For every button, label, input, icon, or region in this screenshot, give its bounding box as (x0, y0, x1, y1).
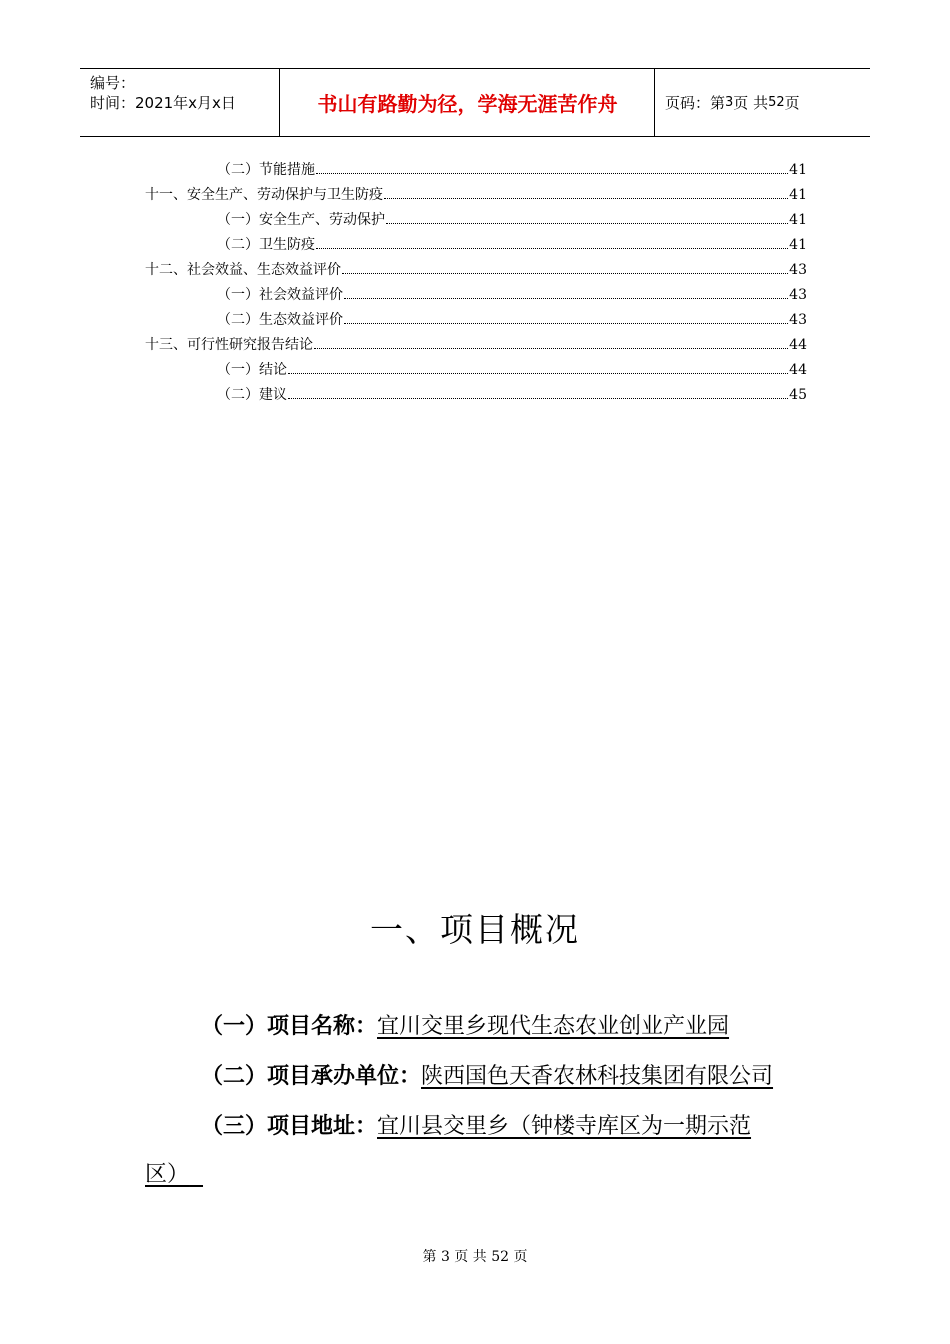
toc-label: （二）生态效益评价 (217, 312, 343, 328)
toc-page: 43 (789, 262, 807, 278)
toc-page: 44 (789, 362, 807, 378)
toc-entry[interactable] (145, 183, 807, 208)
table-of-contents (145, 158, 807, 408)
item-value: 宜川交里乡现代生态农业创业产业园 (377, 1014, 730, 1039)
toc-page: 41 (789, 162, 807, 178)
item-value: 区） (145, 1162, 190, 1187)
section-title: 一、项目概况 (370, 910, 580, 949)
toc-label: （二）节能措施 (217, 162, 315, 178)
page-suffix: 页 (784, 94, 800, 112)
item-key: （二）项目承办单位： (201, 1064, 422, 1089)
toc-entry[interactable] (145, 208, 807, 233)
page-header (80, 68, 870, 137)
item-value-padding (189, 1162, 203, 1187)
header-page-info (655, 69, 870, 136)
page-prefix: 页码：第 (665, 94, 726, 112)
project-undertaker-line (145, 1062, 807, 1092)
toc-entry[interactable] (145, 283, 807, 308)
toc-leader (342, 272, 788, 274)
toc-label: 十三、可行性研究报告结论 (145, 337, 313, 353)
toc-leader (386, 222, 788, 224)
page-mid: 页 共 (733, 94, 769, 112)
toc-entry[interactable] (145, 308, 807, 333)
page-number: 3 (725, 95, 734, 110)
toc-entry[interactable] (145, 358, 807, 383)
toc-page: 41 (789, 212, 807, 228)
item-value: 宜川县交里乡（钟楼寺库区为一期示范 (377, 1114, 752, 1139)
toc-label: 十二、社会效益、生态效益评价 (145, 262, 341, 278)
toc-label: （一）安全生产、劳动保护 (217, 212, 385, 228)
toc-leader (314, 347, 788, 349)
toc-page: 44 (789, 337, 807, 353)
toc-page: 41 (789, 187, 807, 203)
toc-entry[interactable] (145, 333, 807, 358)
toc-label: （一）社会效益评价 (217, 287, 343, 303)
toc-leader (288, 372, 788, 374)
toc-label: （二）建议 (217, 387, 287, 403)
page-total: 52 (768, 95, 785, 110)
toc-page: 45 (789, 387, 807, 403)
project-address-line (145, 1112, 807, 1142)
toc-entry[interactable] (145, 258, 807, 283)
toc-leader (344, 322, 788, 324)
toc-label: （一）结论 (217, 362, 287, 378)
toc-label: （二）卫生防疫 (217, 237, 315, 253)
item-key: （一）项目名称： (201, 1014, 378, 1039)
toc-page: 43 (789, 287, 807, 303)
toc-page: 43 (789, 312, 807, 328)
item-value: 陕西国色天香农林科技集团有限公司 (421, 1064, 774, 1089)
page-footer: 第 3 页 共 52 页 (422, 1249, 528, 1265)
document-date-label: 时间：2021年x月x日 (90, 94, 236, 112)
toc-page: 41 (789, 237, 807, 253)
toc-leader (344, 297, 788, 299)
toc-leader (384, 197, 788, 199)
toc-label: 十一、安全生产、劳动保护与卫生防疫 (145, 187, 383, 203)
project-name-line (145, 1012, 807, 1042)
header-motto: 书山有路勤为径，学海无涯苦作舟 (281, 69, 655, 136)
header-meta-cell (80, 69, 280, 136)
toc-entry[interactable] (145, 158, 807, 183)
toc-entry[interactable] (145, 233, 807, 258)
toc-leader (288, 397, 788, 399)
toc-entry[interactable] (145, 383, 807, 408)
document-number-label: 编号： (90, 74, 136, 92)
toc-leader (316, 247, 788, 249)
toc-leader (316, 172, 788, 174)
project-address-continuation (145, 1160, 807, 1190)
item-key: （三）项目地址： (201, 1114, 378, 1139)
